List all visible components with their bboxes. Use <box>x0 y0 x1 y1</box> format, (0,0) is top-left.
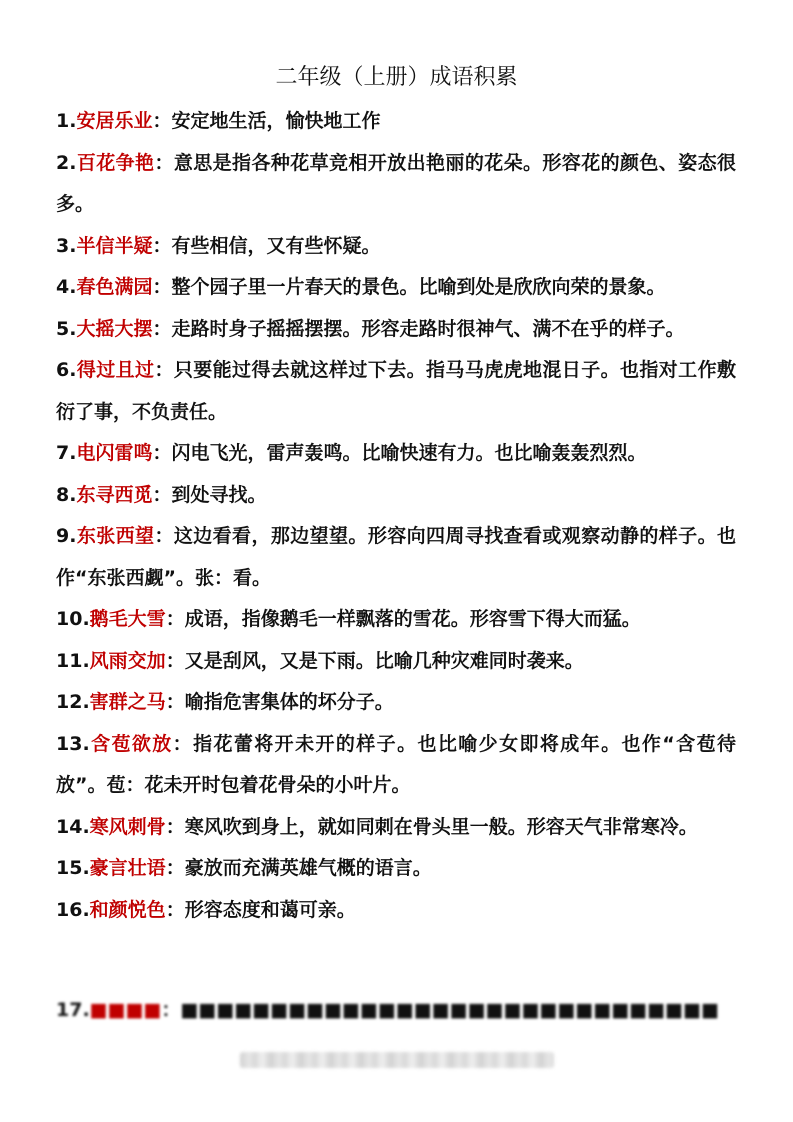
entry-colon: ： <box>165 691 185 713</box>
entry-idiom: 寒风刺骨 <box>89 815 166 838</box>
entry-colon: ： <box>154 359 174 381</box>
entry-colon: ： <box>154 151 174 174</box>
entry-colon: ： <box>165 608 185 630</box>
entry-number: 4. <box>56 276 77 298</box>
entry-definition: 有些相信，又有些怀疑。 <box>171 234 381 257</box>
idiom-entry <box>56 641 736 683</box>
entry-colon: ： <box>165 898 185 921</box>
entry-number: 3. <box>56 234 77 257</box>
idiom-entry <box>56 890 736 932</box>
cutoff-entry <box>56 999 736 1034</box>
idiom-entry <box>56 143 736 226</box>
entry-colon: ： <box>165 815 185 838</box>
idiom-entry <box>56 433 736 475</box>
blurred-watermark <box>240 1052 554 1068</box>
entry-definition: 又是刮风，又是下雨。比喻几种灾难同时袭来。 <box>184 649 584 672</box>
entry-definition: 寒风吹到身上，就如同刺在骨头里一般。形容天气非常寒冷。 <box>184 815 698 838</box>
entry-definition: 整个园子里一片春天的景色。比喻到处是欣欣向荣的景象。 <box>171 276 666 298</box>
idiom-list <box>56 101 736 931</box>
entry-definition: 闪电飞光，雷声轰鸣。比喻快速有力。也比喻轰轰烈烈。 <box>171 442 647 464</box>
entry-definition: 意思是指各种花草竞相开放出艳丽的花朵。形容花的颜色、姿态很多。 <box>56 151 736 215</box>
idiom-entry <box>56 599 736 641</box>
entry-idiom: 含苞欲放 <box>89 732 173 755</box>
entry-number: 12. <box>56 691 90 713</box>
entry-definition: 喻指危害集体的坏分子。 <box>184 691 394 713</box>
idiom-entry <box>56 516 736 599</box>
entry-idiom: 东寻西觅 <box>76 483 153 506</box>
entry-idiom: 和颜悦色 <box>89 898 166 921</box>
idiom-entry <box>56 309 736 351</box>
entry-colon: ： <box>152 483 172 506</box>
entry-definition: 这边看看，那边望望。形容向四周寻找查看或观察动静的样子。也作“东张西觑”。张：看。 <box>56 525 736 589</box>
entry-definition: 指花蕾将开未开的样子。也比喻少女即将成年。也作“含苞待放”。苞：花未开时包着花骨朵的小叶片。 <box>56 732 736 796</box>
cutoff-entry-text: 17.■■■■：■■■■■■■■■■■■■■■■■■■■■■■■■■■■■■ <box>56 999 720 1021</box>
idiom-entry <box>56 350 736 433</box>
idiom-entry <box>56 101 736 143</box>
entry-colon: ： <box>152 276 172 298</box>
entry-definition: 豪放而充满英雄气概的语言。 <box>184 857 432 879</box>
entry-number: 13. <box>56 732 90 755</box>
entry-idiom: 大摇大摆 <box>76 317 153 340</box>
idiom-entry <box>56 475 736 517</box>
entry-colon: ： <box>165 857 185 879</box>
entry-idiom: 得过且过 <box>76 359 155 381</box>
entry-idiom: 风雨交加 <box>89 649 166 672</box>
entry-idiom: 安居乐业 <box>76 110 153 132</box>
idiom-entry <box>56 682 736 724</box>
entry-definition: 成语，指像鹅毛一样飘落的雪花。形容雪下得大而猛。 <box>184 608 641 630</box>
entry-colon: ： <box>165 649 185 672</box>
entry-colon: ： <box>152 234 172 257</box>
entry-colon: ： <box>152 317 172 340</box>
entry-number: 5. <box>56 317 77 340</box>
entry-idiom: 半信半疑 <box>76 234 153 257</box>
entry-number: 14. <box>56 815 90 838</box>
entry-colon: ： <box>152 110 172 132</box>
entry-number: 6. <box>56 359 77 381</box>
entry-idiom: 害群之马 <box>89 691 166 713</box>
entry-definition: 到处寻找。 <box>171 483 267 506</box>
document-title: 二年级（上册）成语积累 <box>275 65 518 90</box>
entry-number: 9. <box>56 525 77 547</box>
entry-definition: 走路时身子摇摇摆摆。形容走路时很神气、满不在乎的样子。 <box>171 317 685 340</box>
entry-idiom: 百花争艳 <box>76 151 155 174</box>
entry-idiom: 豪言壮语 <box>89 857 166 879</box>
entry-colon: ： <box>152 442 172 464</box>
entry-idiom: 电闪雷鸣 <box>76 442 153 464</box>
entry-definition: 只要能过得去就这样过下去。指马马虎虎地混日子。也指对工作敷衍了事，不负责任。 <box>56 359 736 423</box>
entry-number: 16. <box>56 898 90 921</box>
entry-number: 2. <box>56 151 77 174</box>
entry-number: 15. <box>56 857 90 879</box>
entry-idiom: 春色满园 <box>76 276 153 298</box>
entry-colon: ： <box>154 525 174 547</box>
idiom-entry <box>56 848 736 890</box>
entry-number: 8. <box>56 483 77 506</box>
idiom-entry <box>56 267 736 309</box>
entry-definition: 形容态度和蔼可亲。 <box>184 898 356 921</box>
entry-number: 11. <box>56 649 90 672</box>
entry-number: 7. <box>56 442 77 464</box>
entry-idiom: 东张西望 <box>76 525 155 547</box>
idiom-entry <box>56 724 736 807</box>
entry-idiom: 鹅毛大雪 <box>89 608 166 630</box>
entry-number: 10. <box>56 608 90 630</box>
idiom-entry <box>56 807 736 849</box>
entry-number: 1. <box>56 110 77 132</box>
entry-definition: 安定地生活，愉快地工作 <box>171 110 381 132</box>
entry-colon: ： <box>172 732 194 755</box>
idiom-entry <box>56 226 736 268</box>
